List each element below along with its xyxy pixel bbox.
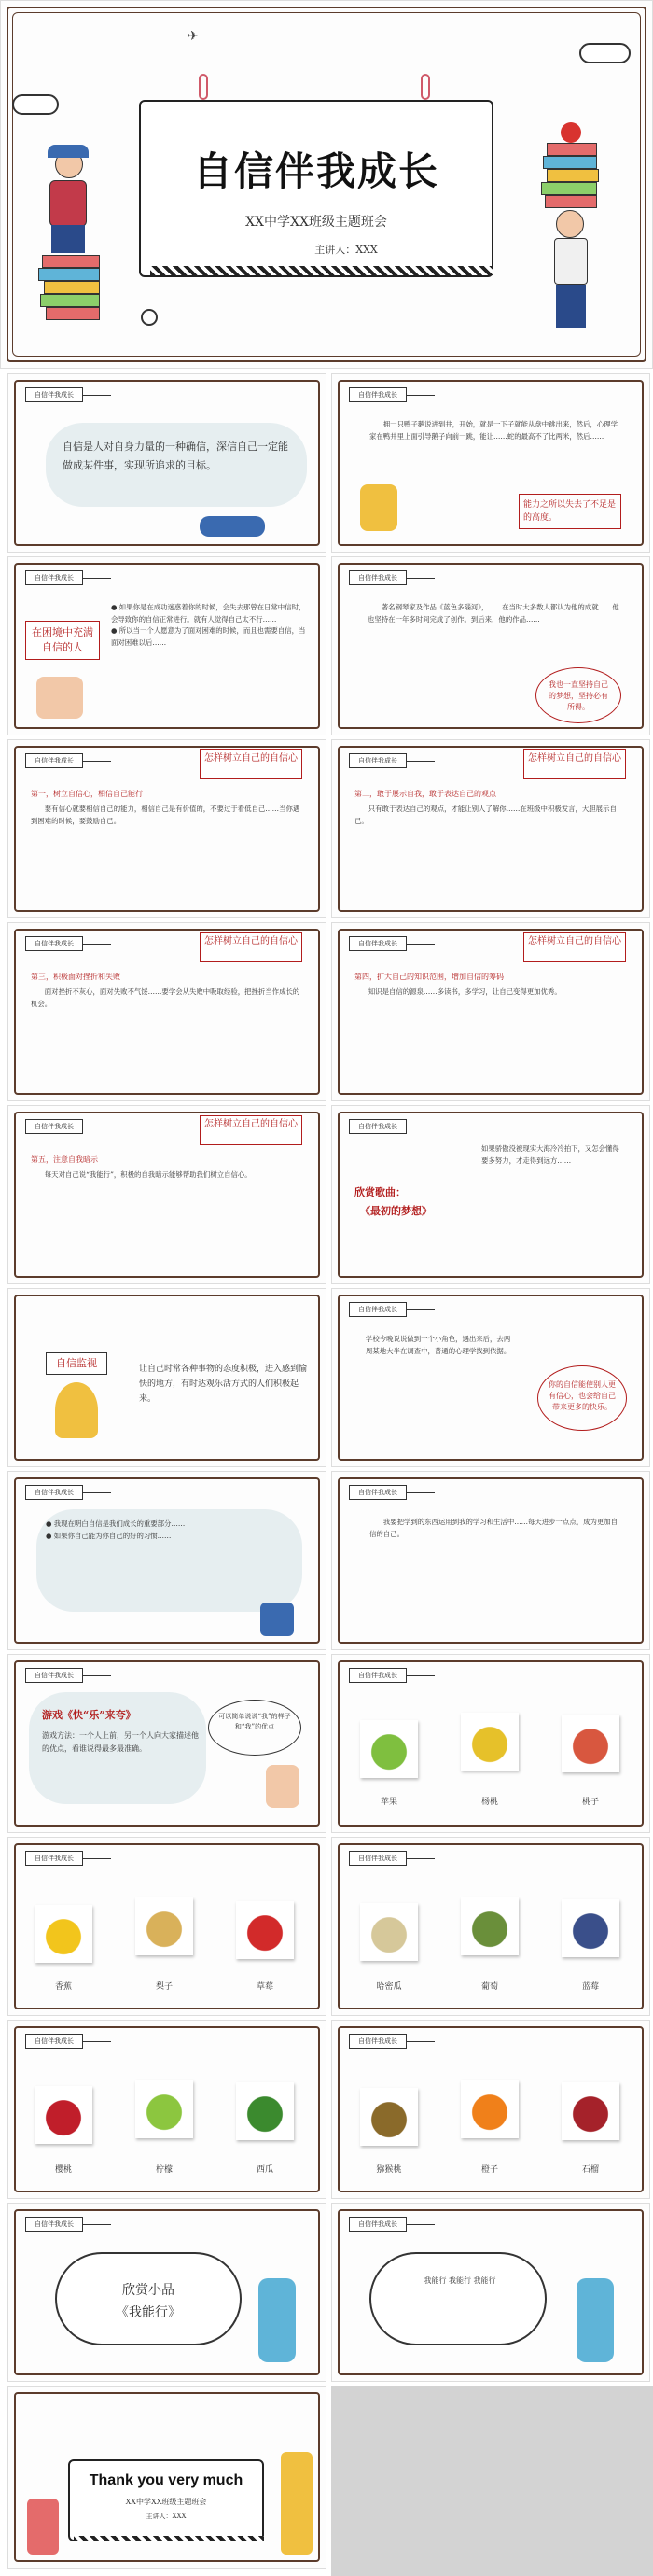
- section-tag: 自信伴我成长: [349, 1302, 407, 1317]
- section-tag: 自信伴我成长: [25, 570, 83, 585]
- slide-text: 面对挫折不灰心，面对失败不气馁……要学会从失败中吸取经验，把挫折当作成长的机会。: [31, 987, 300, 1008]
- slide-15: [331, 1471, 650, 1650]
- slide-banner: 怎样树立自己的自信心: [200, 749, 302, 779]
- empty-area: [331, 2386, 653, 2576]
- song-heading: 欣赏歌曲：: [354, 1186, 406, 1198]
- fruit-label: 哈密瓜: [376, 1982, 402, 1992]
- cloud-icon: [579, 43, 631, 63]
- slide-point: 第一，树立自信心，相信自己能行: [31, 790, 143, 798]
- fruit-label: 苹果: [380, 1798, 397, 1807]
- section-tag: 自信伴我成长: [349, 570, 407, 585]
- slide-text: 学校今晚说说做到一个小角色，遇出来后，去两周某地大半在调查中，普通的心理学找到依据。: [366, 1335, 511, 1355]
- kid-with-pencil-illustration: [258, 2278, 296, 2362]
- fruit-label: 桃子: [581, 1798, 599, 1807]
- two-kids-illustration: [266, 1765, 299, 1808]
- kid-studying-illustration: [36, 677, 83, 719]
- slide-8: [7, 922, 326, 1101]
- slide-text: 拥一只鸭子鹅说进到井，开始，就是一下子就能从盘中跳出来，然后，心理学家在鸭井里上面引导鹅子向前一跳，能让……蛇的最高不了比两米，然后……: [369, 420, 618, 441]
- slide-23: [331, 2203, 650, 2382]
- fruit-photo-cantaloupe: [360, 1903, 418, 1961]
- slide-text: 只有敢于表达自己的观点，才能让别人了解你……在班级中积极发言，大胆展示自己。: [354, 805, 617, 825]
- kid-holding-sign-illustration: [55, 1382, 98, 1438]
- cloud-frame: [55, 2252, 242, 2345]
- slide-20: [7, 2020, 326, 2199]
- hanger-pin-icon: [199, 74, 208, 100]
- cloud-icon: [12, 94, 59, 115]
- note-box: 能力之所以失去了不足是的高度。: [519, 494, 621, 529]
- skit-line1: 欣赏小品: [122, 2283, 174, 2298]
- fruit-label: 草莓: [256, 1982, 273, 1992]
- fruit-photo-peach: [562, 1715, 619, 1772]
- title-board-stripe: [150, 266, 493, 275]
- slide-point: 第五，注意自我暗示: [31, 1155, 98, 1164]
- note-bubble: 我也一直坚持自己的梦想，坚持必有所得。: [535, 667, 621, 723]
- fruit-photo-orange: [461, 2080, 519, 2138]
- slide-text: 知识是自信的源泉……多读书，多学习，让自己变得更加优秀。: [354, 987, 562, 996]
- section-tag: 自信伴我成长: [25, 387, 83, 402]
- fruit-photo-apple: [360, 1720, 418, 1778]
- slide-10: [7, 1105, 326, 1284]
- fruit-label: 柠檬: [155, 2165, 173, 2175]
- slide-text: 每天对自己说“我能行”，积极的自我暗示能够帮助我们树立自信心。: [31, 1170, 252, 1179]
- slide-5: [331, 556, 650, 735]
- slide-11: [331, 1105, 650, 1284]
- section-tag: 自信伴我成长: [349, 1485, 407, 1500]
- fruit-label: 蓝莓: [581, 1982, 599, 1992]
- cover-title: 自信伴我成长: [192, 148, 439, 194]
- section-tag: 自信伴我成长: [349, 753, 407, 768]
- fruit-photo-strawberry: [236, 1901, 294, 1959]
- section-tag: 自信伴我成长: [25, 753, 83, 768]
- fruit-label: 梨子: [155, 1982, 173, 1992]
- section-tag: 自信伴我成长: [25, 2034, 83, 2049]
- section-tag: 自信伴我成长: [349, 1119, 407, 1134]
- slide-text: 著名钢琴家及作品《蓝色多瑙河》，……在当时大多数人都认为他的成就……他也坚持在一年多时间完成了创作。到后来，他的作品……: [368, 603, 619, 623]
- plane-icon: ✈: [188, 29, 199, 44]
- cloud-frame: [369, 2252, 547, 2345]
- fruit-photo-pear: [135, 1897, 193, 1955]
- hint-bubble: 可以简单说说“我”的样子和“我”的优点: [208, 1700, 301, 1756]
- slide-point: 第四，扩大自己的知识范围，增加自信的筹码: [354, 973, 504, 981]
- fruit-label: 猕猴桃: [376, 2165, 402, 2175]
- slide-text: 让自己时常各种事物的态度积极，进入感到愉快的地方，有时达观乐活方式的人们积极起来。: [139, 1365, 308, 1404]
- section-tag: 自信伴我成长: [349, 2034, 407, 2049]
- slide-point: 第三，积极面对挫折和失败: [31, 973, 120, 981]
- section-tag: 自信伴我成长: [25, 1851, 83, 1866]
- section-tag: 自信伴我成长: [349, 1668, 407, 1683]
- section-tag: 自信伴我成长: [25, 1119, 83, 1134]
- fruit-photo-banana: [35, 1905, 92, 1963]
- section-tag: 自信伴我成长: [25, 1668, 83, 1683]
- slide-text: 自信是人对自身力量的一种确信，深信自己一定能做成某件事，实现所追求的目标。: [63, 441, 288, 471]
- kid-with-books-illustration: [27, 2499, 59, 2555]
- confidence-badge: 自信监视: [46, 1352, 107, 1375]
- hanger-pin-icon: [421, 74, 430, 100]
- fruit-photo-blueberry: [562, 1899, 619, 1957]
- slide-banner: 怎样树立自己的自信心: [523, 749, 626, 779]
- slide-banner: 怎样树立自己的自信心: [200, 1115, 302, 1145]
- slide-19: [331, 1837, 650, 2016]
- end-slide: [7, 2386, 326, 2569]
- fruit-photo-lime: [135, 2080, 193, 2138]
- cover-slide: [0, 0, 653, 369]
- slide-3: [331, 373, 650, 553]
- cover-subtitle: XX中学XX班级主题班会: [245, 215, 387, 230]
- note-bubble: 你的自信能使别人更有信心，也会给自己带来更多的快乐。: [537, 1365, 627, 1431]
- slide-22: [7, 2203, 326, 2382]
- fruit-photo-pomegranate: [562, 2082, 619, 2140]
- skit-line2: 《我能行》: [116, 2305, 181, 2320]
- section-tag: 自信伴我成长: [25, 2217, 83, 2232]
- end-speaker: 主讲人：XXX: [146, 2513, 187, 2520]
- slide-banner: 怎样树立自己的自信心: [523, 932, 626, 962]
- cover-speaker: 主讲人：XXX: [314, 244, 378, 256]
- fruit-label: 橙子: [480, 2165, 498, 2175]
- slide-text: ● 如果你是在成功迷惑着你的时候，会失去那曾在日常中信时，会导致你的自信正常进行。就有人觉得自己太不行…… ● 所以当一个人愿意为了面对困难的时候，而且也需要自信，当面对困难以后……: [111, 603, 306, 647]
- fruit-photo-kiwi: [360, 2088, 418, 2146]
- slide-2: [7, 373, 326, 553]
- fruit-photo-watermelon: [236, 2082, 294, 2140]
- section-tag: 自信伴我成长: [25, 1485, 83, 1500]
- slide-12: [7, 1288, 326, 1467]
- flying-kid-illustration: [200, 516, 265, 537]
- fruit-label: 葡萄: [480, 1982, 498, 1992]
- end-title: Thank you very much: [89, 2472, 243, 2488]
- slide-4: [7, 556, 326, 735]
- kid-with-books-illustration: [38, 150, 104, 337]
- slide-text: ● 我现在明白自信是我们成长的重要部分…… ● 如果你自己能为你自己的好的习惯……: [46, 1519, 186, 1540]
- song-lyrics: 如果骄傲没被现实大海冷冷拍下，又怎会懂得要多努力，才走得到远方……: [481, 1144, 619, 1165]
- kid-carrying-books-illustration: [537, 122, 612, 337]
- game-rules: 游戏方法：一个人上前，另一个人向大家描述他的优点，看谁说得最多最准确。: [42, 1731, 199, 1753]
- slide-text: 要有信心就要相信自己的能力，相信自己是有价值的，不要过于看低自己……当你遇到困难的时候，要鼓励自己。: [31, 805, 300, 825]
- slide-7: [331, 739, 650, 918]
- kid-sitting-illustration: [260, 1603, 294, 1636]
- section-tag: 自信伴我成长: [349, 1851, 407, 1866]
- fruit-photo-starfruit: [461, 1713, 519, 1771]
- slide-13: [331, 1288, 650, 1467]
- slide-18: [7, 1837, 326, 2016]
- title-board-stripe: [74, 2536, 264, 2541]
- section-tag: 自信伴我成长: [349, 387, 407, 402]
- song-title: 《最初的梦想》: [360, 1205, 432, 1217]
- slide-point: 第二，敢于展示自我，敢于表达自己的观点: [354, 790, 496, 798]
- slide-21: [331, 2020, 650, 2199]
- slide-17: [331, 1654, 650, 1833]
- slide-text: 我能行 我能行 我能行: [424, 2276, 496, 2285]
- fruit-label: 杨桃: [480, 1798, 498, 1807]
- slide-text: 我要把学到的东西运用到我的学习和生活中……每天进步一点点，成为更加自信的自己。: [369, 1518, 618, 1538]
- kid-carrying-books-illustration: [281, 2452, 313, 2555]
- end-subtitle: XX中学XX班级主题班会: [125, 2498, 207, 2506]
- fruit-label: 香蕉: [54, 1982, 72, 1992]
- kid-with-pencil-illustration: [577, 2278, 614, 2362]
- fruit-label: 西瓜: [256, 2165, 273, 2175]
- section-tag: 自信伴我成长: [349, 2217, 407, 2232]
- slide-heading: 在困境中充满自信的人: [25, 621, 100, 660]
- fruit-label: 樱桃: [54, 2165, 72, 2175]
- slide-6: [7, 739, 326, 918]
- slide-9: [331, 922, 650, 1101]
- slide-14: [7, 1471, 326, 1650]
- slide-16: [7, 1654, 326, 1833]
- section-tag: 自信伴我成长: [349, 936, 407, 951]
- fruit-photo-cherry: [35, 2086, 92, 2144]
- game-title: 游戏《快“乐”来夸》: [42, 1709, 136, 1721]
- slide-banner: 怎样树立自己的自信心: [200, 932, 302, 962]
- section-tag: 自信伴我成长: [25, 936, 83, 951]
- alarm-clock-icon: [141, 309, 158, 326]
- fruit-label: 石榴: [581, 2165, 599, 2175]
- reading-kid-illustration: [360, 484, 397, 531]
- fruit-photo-grape: [461, 1897, 519, 1955]
